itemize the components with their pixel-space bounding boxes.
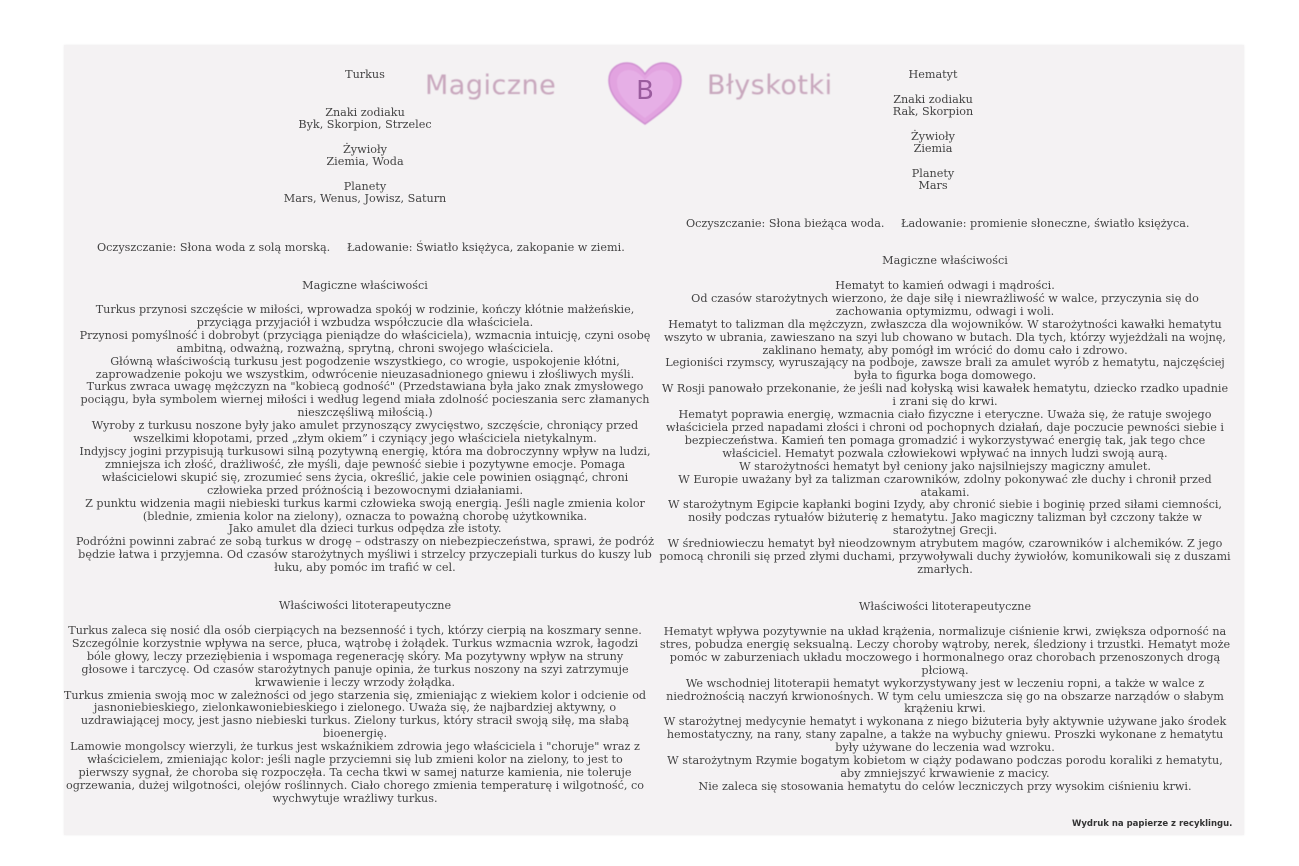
text-line: uzdrawiającej mocy, jest jasno niebieski turkus. Zielony turkus, który stracił swoją siłę, ma słabą [80, 714, 630, 728]
text-line: łuku, aby pomóc im trafić w cel. [274, 561, 456, 575]
hematyt-header [858, 69, 1008, 193]
hematyt-charging: Ładowanie: promienie słoneczne, światło księżyca. [901, 217, 1190, 230]
hematyt-zodiac-label: Znaki zodiaku [893, 92, 973, 106]
text-line: zaprowadzenie pokoju we wszystkim, odwrócenie nieuzasadnionego gniewu i złośliwych myśli. [95, 367, 635, 381]
text-line: Z punktu widzenia magii niebieski turkus karmi człowieka swoją energią. Jeśli nagle zmienia kolor [85, 496, 645, 510]
text-line: bóle głowy, leczy przeziębienia i wspomaga regenerację skóry. Ma pozytywny wpływ na struny [86, 649, 624, 663]
text-line: W starożytnym Egipcie kapłanki bogini Izydy, aby chronić siebie i boginię przed siłami ciemności, [668, 498, 1222, 512]
text-line: bioenergię. [322, 727, 388, 741]
text-line: ambitną, odważną, rozważną, sprytną, chroni swojego właściciela. [176, 341, 554, 355]
text-line: pierwszy sygnał, że choroba się rozpoczęła. Ta cecha tkwi w samej naturze kamienia, nie toleruje [78, 765, 632, 779]
text-line: będzie łatwa i przyjemna. Od czasów starożytnych myśliwi i strzelcy przyczepiali turkus do kuszy lub [78, 548, 652, 562]
hematyt-zodiac-value: Rak, Skorpion [892, 105, 974, 118]
text-line: płciową. [921, 663, 969, 677]
logo-text-left: Magiczne [425, 70, 557, 101]
text-line: Jako amulet dla dzieci turkus odpędza złe istoty. [228, 522, 502, 536]
text-line: były używane do leczenia wad wzroku. [835, 741, 1055, 755]
text-line: Główną właściwością turkusu jest pogodzenie wszystkiego, co wrogie, uspokojenie kłótni, [110, 354, 620, 368]
turkus-magic-heading: Magiczne właściwości [302, 279, 428, 292]
text-line: Hematyt to kamień odwagi i mądrości. [835, 279, 1055, 292]
text-line: właścicielem, zmieniając kolor: jeśli nagle przyciemni się lub zmieni kolor na zielony, to jest to [87, 753, 623, 767]
hematyt-elements-label: Żywioły [911, 129, 955, 143]
turkus-litho-heading: Właściwości litoterapeutyczne [278, 599, 452, 612]
text-line: krwawienie i leczy wrzody żołądka. [254, 675, 456, 689]
turkus-elements-label: Żywioły [343, 142, 387, 156]
text-line: W Europie uważany był za talizman czarowników, zdolny pokonywać złe duchy i chronił przed [678, 472, 1212, 486]
text-line: stres, pobudza energię seksualną. Leczy choroby wątroby, nerek, śledziony i trzustki. Hematyt może [659, 637, 1231, 651]
text-line: człowieka przed próżnością i bezowocnymi działaniami. [206, 483, 524, 497]
text-line: wychwytuje wrażliwy turkus. [272, 791, 438, 805]
text-line: Legioniści rzymscy, wyruszający na podboje, zawsze brali za amulet wyrób z hematytu, najczęściej [665, 356, 1225, 370]
text-line: nieszczęśliwą miłością.) [297, 406, 433, 420]
text-line: pomóc w zaburzeniach układu moczowego i hormonalnego oraz chorobach przenoszonych drogą [669, 650, 1221, 664]
text-line: W starożytnym Rzymie bogatym kobietom w ciąży podawano podczas porodu koraliki z hematytu, [667, 754, 1223, 768]
text-line: przyciąga przyjaciół i wzbudza współczucie dla właściciela. [196, 315, 534, 329]
turkus-elements-value: Ziemia, Woda [326, 155, 404, 168]
text-line: Turkus zaleca się nosić dla osób cierpiących na bezsenność i tych, którzy cierpią na koszmary senne. [68, 624, 642, 637]
text-line: aby zmniejszyć krwawienie z macicy. [840, 766, 1050, 780]
logo-letter: B [636, 76, 654, 106]
text-line: Indyjscy jogini przypisują turkusowi silną pozytywną energię, która ma dobroczynny wpływ na ludzi, [79, 444, 651, 458]
hematyt-litho-heading: Właściwości litoterapeutyczne [858, 600, 1032, 613]
text-line: Turkus zmienia swoją moc w zależności od jego starzenia się, zmieniając z wiekiem kolor i odcienie od [63, 688, 647, 702]
turkus-zodiac-label: Znaki zodiaku [325, 105, 405, 119]
text-line: była to figurka boga domowego. [853, 369, 1037, 383]
hematyt-planets-value: Mars [918, 179, 948, 192]
text-line: właściciel. Hematyt pozwala człowiekowi wpływać na innych ludzi swoją aurą. [722, 446, 1168, 460]
text-line: zmarłych. [917, 562, 973, 576]
text-line: (blednie, zmienia kolor na zielony), oznacza to poważną chorobę użytkownika. [142, 509, 588, 523]
text-line: Przynosi pomyślność i dobrobyt (przyciąga pieniądze do właściciela), wzmacnia intuicję, czyni osobę [79, 328, 651, 342]
text-line: głosowe i tarczycę. Od czasów starożytnych panuje opinia, że turkus noszony na szyi zatrzymuje [81, 662, 629, 676]
hematyt-litho-text [630, 626, 1260, 794]
turkus-title: Turkus [345, 68, 385, 81]
text-line: pociągu, była symbolem wiernej miłości i według legend miała zdolność pocieszania serc złamanych [80, 393, 650, 407]
turkus-zodiac-value: Byk, Skorpion, Strzelec [298, 118, 432, 131]
text-line: zmniejsza ich złość, drażliwość, złe myśli, daje pewność siebie i pozytywne emocje. Pomaga [104, 457, 626, 471]
text-line: niedrożnością naczyń krwionośnych. W tym celu umieszcza się go na obszarze narządów o słabym [666, 689, 1224, 703]
text-line: W starożytnej medycynie hematyt i wykonana z niego biżuteria były aktywnie używane jako środek [663, 715, 1227, 729]
hematyt-title: Hematyt [908, 68, 958, 81]
text-line: krążeniu krwi. [904, 702, 986, 716]
text-line: Nie zaleca się stosowania hematytu do celów leczniczych przy wysokim ciśnieniu krwi. [698, 779, 1192, 793]
text-line: ogrzewania, dużej wilgotności, olejów roślinnych. Ciało chorego zmienia temperaturę i wilgotność, co [66, 778, 644, 792]
hematyt-elements-value: Ziemia [913, 142, 953, 155]
text-line: wszelkimi kłopotami, przed „złym okiem” i czyniący jego właściciela nietykalnym. [133, 432, 597, 446]
turkus-header [280, 69, 450, 206]
turkus-planets-label: Planety [343, 179, 387, 193]
hematyt-cleansing: Oczyszczanie: Słona bieżąca woda. [686, 217, 885, 230]
hematyt-planets-label: Planety [911, 166, 955, 180]
text-line: Hematyt wpływa pozytywnie na układ krążenia, normalizuje ciśnienie krwi, zwiększa odporność na [663, 625, 1227, 638]
text-line: W Rosji panowało przekonanie, że jeśli nad kołyską wisi kawałek hematytu, dziecko rzadko upadnie [661, 382, 1229, 396]
hematyt-magic-heading: Magiczne właściwości [882, 254, 1008, 267]
text-line: bezpieczeństwa. Kamień ten pomaga gromadzić i wykorzystywać energię tak, jak tego chce [684, 433, 1206, 447]
text-line: W starożytności hematyt był ceniony jako najsilniejszy magiczny amulet. [739, 459, 1151, 473]
text-line: Turkus zwraca uwagę mężczyzn na "kobiecą godność" (Przedstawiana była jako znak zmysłowego [86, 380, 644, 394]
text-line: starożytnej Grecji. [892, 524, 998, 538]
text-line: We wschodniej litoterapii hematyt wykorzystywany jest w leczeniu ropni, a także w walce z [685, 676, 1205, 690]
text-line: Podróżni powinni zabrać ze sobą turkus w drogę – odstraszy on niebezpieczeństwa, sprawi, że podróż [75, 535, 655, 549]
text-line: właścicielowi skupić się, zrozumieć sens życia, określić, jakie cele powinien osiągnąć, chroni [101, 470, 629, 484]
text-line: Hematyt to talizman dla mężczyzn, zwłaszcza dla wojowników. W starożytności kawałki hematytu [668, 317, 1222, 331]
text-line: Hematyt poprawia energię, wzmacnia ciało fizyczne i eteryczne. Uważa się, że ratuje swojego [678, 408, 1212, 422]
text-line: Turkus przynosi szczęście w miłości, wprowadza spokój w rodzinie, kończy kłótnie małżeńskie, [95, 303, 635, 316]
recycled-paper-note: Wydruk na papierze z recyklingu. [1072, 819, 1233, 829]
turkus-magic-text [55, 304, 675, 575]
text-line: jasnoniebieskiego, zielonkawoniebieskiego i zielonego. Uważa się, że najbardziej aktywny, o [93, 701, 617, 715]
text-line: hemostatyczny, na rany, stany zapalne, a także na wybuchy gniewu. Proszki wykonane z hematytu [666, 728, 1224, 742]
logo-text-right: Błyskotki [707, 70, 833, 101]
text-line: nosiły podczas rytuałów biżuterię z hematytu. Jako magiczny talizman był czczony także w [688, 511, 1202, 525]
hematyt-magic-text [630, 280, 1260, 577]
text-line: zachowania optymizmu, odwagi i woli. [835, 304, 1055, 318]
text-line: Od czasów starożytnych wierzono, że daje siłę i niewrażliwość w walce, przyczynia się do [691, 291, 1199, 305]
text-line: pomocą chronili się przed złymi duchami, przywoływali duchy żywiołów, komunikowali się z duszami [659, 550, 1231, 564]
turkus-planets-value: Mars, Wenus, Jowisz, Saturn [283, 192, 447, 205]
turkus-charging: Ładowanie: Światło księżyca, zakopanie w ziemi. [347, 241, 625, 254]
text-line: Wyroby z turkusu noszone były jako amulet przynoszący zwycięstwo, szczęście, chroniący przed [91, 419, 639, 433]
turkus-litho-text [45, 625, 665, 806]
text-line: zaklinano hematy, aby pomógł im wrócić do domu cało i zdrowo. [762, 343, 1128, 357]
text-line: i zrani się do krwi. [892, 395, 998, 409]
text-line: W średniowieczu hematyt był nieodzownym atrybutem magów, czarowników i alchemików. Z jego [667, 537, 1223, 551]
text-line: Lamowie mongolscy wierzyli, że turkus jest wskaźnikiem zdrowia jego właściciela i "choruje" wraz z [70, 740, 640, 754]
text-line: Szczególnie korzystnie wpływa na serce, płuca, wątrobę i żołądek. Turkus wzmacnia wzrok, łagodzi [71, 636, 639, 650]
text-line: wszyto w ubrania, zawieszano na szyi lub chowano w butach. Dla tych, którzy wyjeżdżali na wojnę, [664, 330, 1226, 344]
text-line: właściciela przed napadami złości i chroni od pochopnych działań, daje poczucie pewności siebie i [666, 420, 1224, 434]
text-line: atakami. [920, 485, 970, 499]
turkus-cleansing: Oczyszczanie: Słona woda z solą morską. [97, 241, 331, 254]
